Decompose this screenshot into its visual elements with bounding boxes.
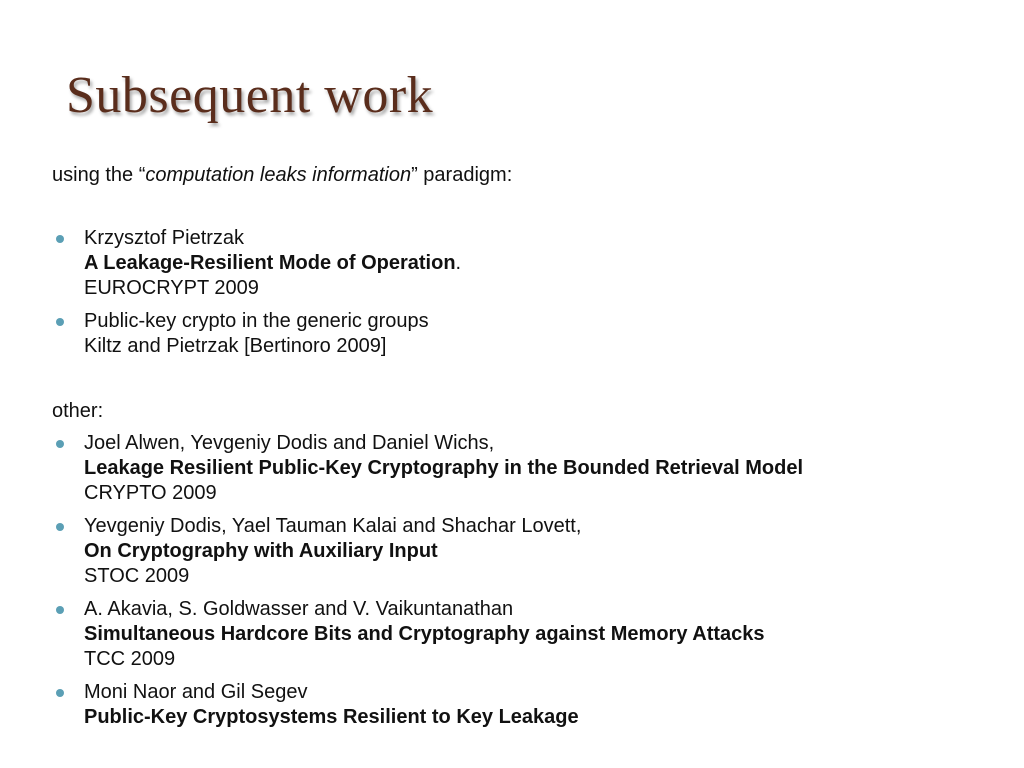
item-authors: Moni Naor and Gil Segev: [84, 681, 308, 703]
item-authors: A. Akavia, S. Goldwasser and V. Vaikuntanathan: [84, 598, 514, 620]
item-title: A Leakage-Resilient Mode of Operation: [84, 252, 456, 274]
item-venue: CRYPTO 2009: [84, 482, 217, 504]
item-authors: Joel Alwen, Yevgeniy Dodis and Daniel Wichs,: [84, 432, 495, 454]
slide-content: [52, 163, 992, 730]
item-venue: EUROCRYPT 2009: [84, 277, 259, 299]
list-item: [52, 226, 992, 301]
list-item: [52, 514, 992, 589]
slide-title: Subsequent work: [66, 67, 434, 124]
item-title: On Cryptography with Auxiliary Input: [84, 540, 438, 562]
item-title: Public-Key Cryptosystems Resilient to Key Leakage: [84, 706, 579, 728]
intro-line: [52, 163, 992, 188]
bullet-icon: [56, 689, 64, 697]
bullet-icon: [56, 523, 64, 531]
list-item: [52, 431, 992, 506]
bullet-icon: [56, 606, 64, 614]
list-item: [52, 680, 992, 730]
item-authors: Yevgeniy Dodis, Yael Tauman Kalai and Shachar Lovett,: [84, 515, 582, 537]
item-authors: Krzysztof Pietrzak: [84, 227, 245, 249]
other-label: other:: [52, 400, 104, 422]
item-title-line: [84, 251, 992, 276]
paradigm-list: [52, 226, 992, 359]
item-venue: TCC 2009: [84, 648, 176, 670]
item-title-suffix: .: [455, 252, 462, 274]
intro-italic: computation leaks information: [145, 164, 412, 186]
bullet-icon: [56, 440, 64, 448]
bullet-icon: [56, 235, 64, 243]
intro-prefix: using the “: [52, 164, 146, 186]
item-title: Leakage Resilient Public-Key Cryptography in the Bounded Retrieval Model: [84, 457, 804, 479]
item-line1: Public-key crypto in the generic groups: [84, 310, 429, 332]
bullet-icon: [56, 318, 64, 326]
intro-suffix: ” paradigm:: [411, 164, 513, 186]
list-item: [52, 309, 992, 359]
other-list: [52, 431, 992, 730]
item-title: Simultaneous Hardcore Bits and Cryptography against Memory Attacks: [84, 623, 765, 645]
item-line2: Kiltz and Pietrzak [Bertinoro 2009]: [84, 335, 387, 357]
item-venue: STOC 2009: [84, 565, 190, 587]
list-item: [52, 597, 992, 672]
